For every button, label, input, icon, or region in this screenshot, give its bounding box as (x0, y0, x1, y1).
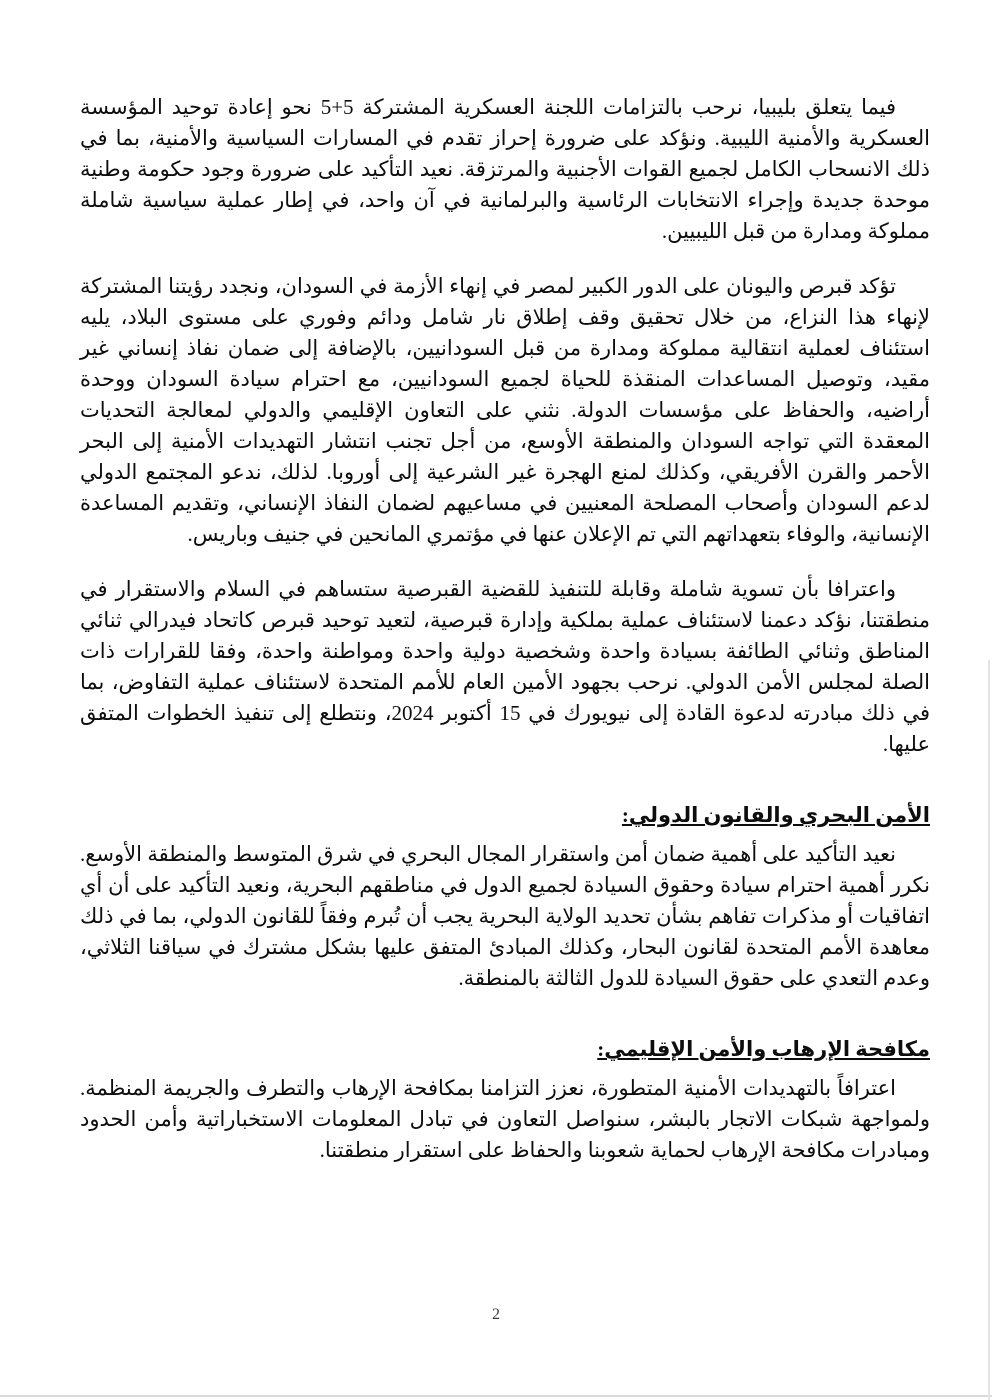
section-heading-counterterrorism: مكافحة الإرهاب والأمن الإقليمي: (597, 1037, 930, 1061)
paragraph-counterterrorism: اعترافاً بالتهديدات الأمنية المتطورة، نعزز التزامنا بمكافحة الإرهاب والتطرف والجريمة المنظمة. ولمواجهة شبكات الاتجار بالبشر، سنواصل التعاون في تبادل المعلومات الاستخباراتية وأمن الحدود ومبادرات مكافحة الإرهاب لحماية شعوبنا والحفاظ على استقرار منطقتنا. (80, 1076, 930, 1162)
section-heading-maritime-security: الأمن البحري والقانون الدولي: (621, 803, 930, 827)
paragraph-cyprus-settlement: واعترافا بأن تسوية شاملة وقابلة للتنفيذ للقضية القبرصية ستساهم في السلام والاستقرار في منطقتنا، نؤكد دعمنا لاستئناف عملية بملكية وإدارة قبرصية، لتعيد توحيد قبرص كاتحاد فيدرالي ثنائي المناطق وثنائي الطائفة بسيادة واحدة وشخصية دولية واحدة ومواطنة واحدة، وفقا للقرارات ذات الصلة لمجلس الأمن الدولي. نرحب بجهود الأمين العام للأمم المتحدة لاستئناف عملية التفاوض، بما في ذلك مبادرته لدعوة القادة إلى نيويورك في 15 أكتوبر 2024، ونتطلع إلى تنفيذ الخطوات المتفق عليها. (80, 577, 931, 756)
document-body (80, 92, 930, 1166)
scan-edge-right (988, 660, 990, 1400)
paragraph-sudan: تؤكد قبرص واليونان على الدور الكبير لمصر في إنهاء الأزمة في السودان، ونجدد رؤيتنا المشتركة لإنهاء هذا النزاع، من خلال تحقيق وقف إطلاق نار شامل ودائم وفوري على مستوى البلاد، يليه استئناف لعملية انتقالية مملوكة ومدارة من قبل السودانيين، بالإضافة إلى ضمان نفاذ إنساني غير مقيد، وتوصيل المساعدات المنقذة للحياة لجميع السودانيين، مع احترام سيادة السودان ووحدة أراضيه، والحفاظ على مؤسسات الدولة. نثني على التعاون الإقليمي والدولي لمعالجة التحديات المعقدة التي تواجه السودان والمنطقة الأوسع، من أجل تجنب انتشار التهديدات الأمنية إلى البحر الأحمر والقرن الأفريقي، وكذلك لمنع الهجرة غير الشرعية إلى أوروبا. لذلك، ندعو المجتمع الدولي لدعم السودان وأصحاب المصلحة المعنيين في مساعيهم لضمان النفاذ الإنساني، وتقديم المساعدة الإنسانية، والوفاء بتعهداتهم التي تم الإعلان عنها في مؤتمري المانحين في جنيف وباريس. (80, 274, 930, 546)
paragraph-libya: فيما يتعلق بليبيا، نرحب بالتزامات اللجنة العسكرية المشتركة 5+5 نحو إعادة توحيد المؤسسة العسكرية والأمنية الليبية. ونؤكد على ضرورة إحراز تقدم في المسارات السياسية والأمنية، بما في ذلك الانسحاب الكامل لجميع القوات الأجنبية والمرتزقة. نعيد التأكيد على ضرورة وجود حكومة وطنية موحدة جديدة وإجراء الانتخابات الرئاسية والبرلمانية في آن واحد، في إطار عملية سياسية شاملة مملوكة ومدارة من قبل الليبيين. (80, 95, 930, 243)
page-number: 2 (492, 1306, 500, 1323)
scan-edge-bottom (0, 1395, 992, 1397)
paragraph-maritime-security: نعيد التأكيد على أهمية ضمان أمن واستقرار المجال البحري في شرق المتوسط والمنطقة الأوسع. نكرر أهمية احترام سيادة وحقوق السيادة لجميع الدول في مناطقهم البحرية، ونعيد التأكيد على أن أي اتفاقيات أو مذكرات تفاهم بشأن تحديد الولاية البحرية يجب أن تُبرم وفقاً للقانون الدولي، بما في ذلك معاهدة الأمم المتحدة لقانون البحار، وكذلك المبادئ المتفق عليها بشكل مشترك في سياقنا الثلاثي، وعدم التعدي على حقوق السيادة للدول الثالثة بالمنطقة. (80, 842, 930, 990)
